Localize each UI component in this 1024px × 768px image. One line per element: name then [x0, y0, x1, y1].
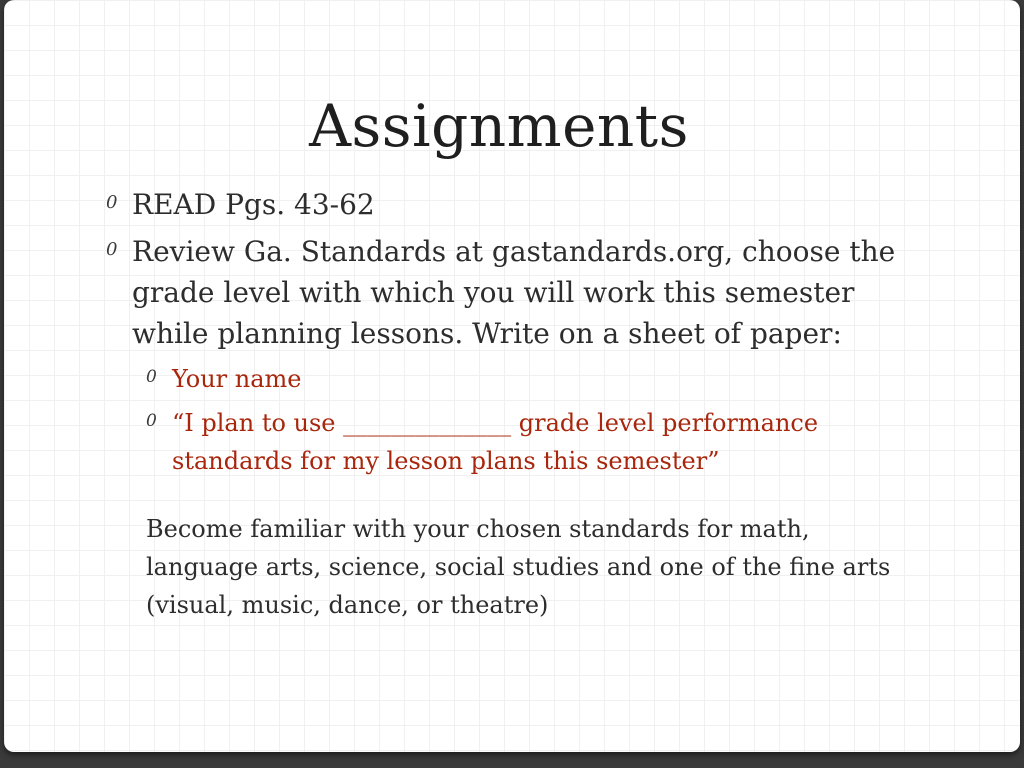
slide-title: Assignments: [309, 92, 689, 160]
bullet-marker: 0: [106, 239, 118, 260]
bullet-item-read: [100, 184, 900, 225]
subbullet-text: “I plan to use ______________ grade level performance standards for my lesson plans this semester”: [172, 409, 819, 475]
subbullet-marker: 0: [146, 411, 157, 431]
subbullet-text: Your name: [172, 365, 302, 393]
subbullet-marker: 0: [146, 367, 157, 387]
subbullet-item-name: [100, 360, 900, 398]
slide-content: [100, 184, 900, 624]
subbullet-item-plan: [100, 404, 900, 480]
bullet-marker: 0: [106, 192, 118, 213]
slide: [4, 0, 1020, 752]
bullet-text: READ Pgs. 43-62: [132, 188, 375, 221]
bullet-text: Review Ga. Standards at gastandards.org, choose the grade level with which you will work this semester while planning lessons. Write on a sheet of paper:: [132, 235, 896, 350]
note-paragraph: Become familiar with your chosen standards for math, language arts, science, social studies and one of the fine arts (visual, music, dance, or theatre): [146, 515, 891, 619]
bullet-item-review: [100, 231, 900, 354]
